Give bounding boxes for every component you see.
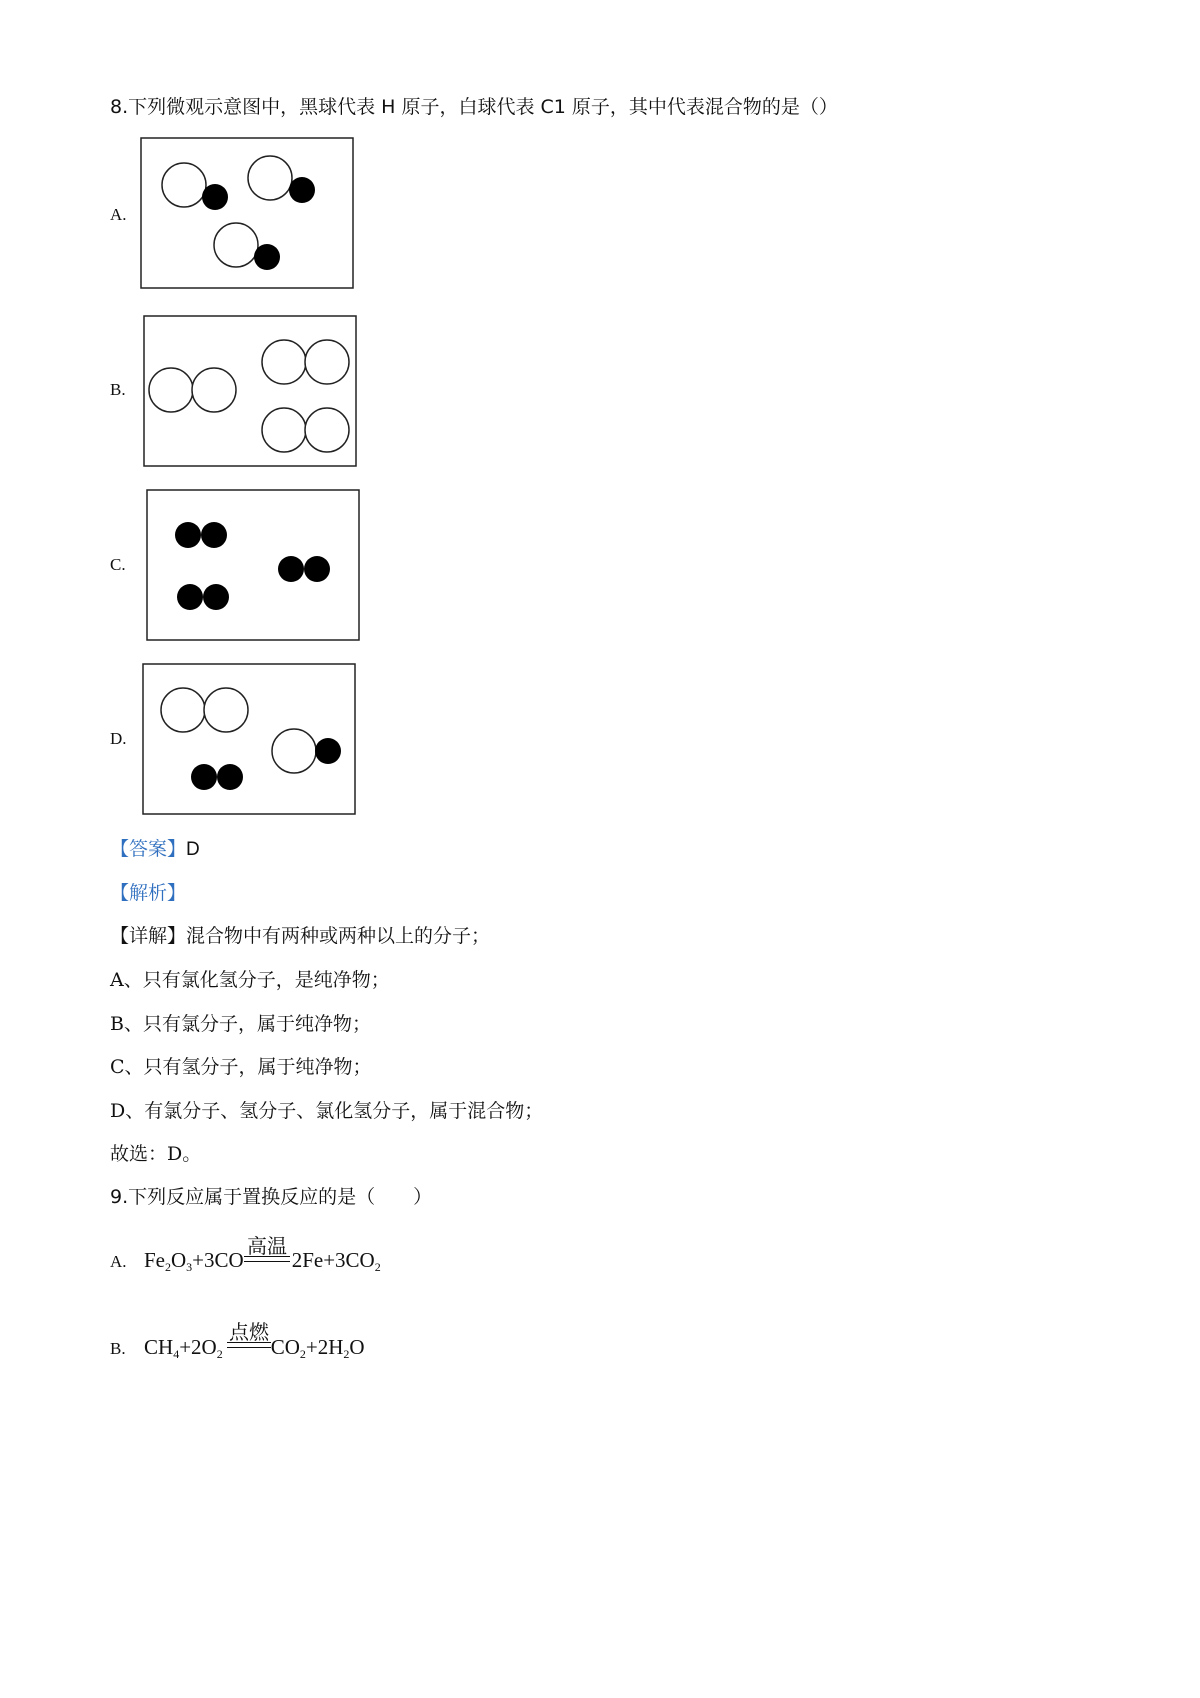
detail-line-a: A、只有氯化氢分子，是纯净物； (110, 969, 390, 991)
detail-line (110, 923, 490, 949)
detail-conclusion: 故选：D。 (110, 1143, 202, 1165)
condition-a: 高温 (247, 1234, 287, 1258)
option-d-letter: D. (110, 729, 127, 748)
analysis-label: 【解析】 (110, 882, 187, 904)
detail-line-c: C、只有氢分子，属于纯净物； (110, 1056, 372, 1078)
option-c-diagram (146, 489, 360, 641)
option-a-diagram (140, 137, 354, 289)
answer-value: D (186, 839, 200, 860)
condition-b: 点燃 (229, 1320, 269, 1344)
answer-line (110, 836, 200, 863)
detail-line-d: D、有氯分子、氢分子、氯化氢分子，属于混合物； (110, 1100, 544, 1122)
detail-text: 混合物中有两种或两种以上的分子； (186, 925, 491, 947)
equation-a: A. $Fe_2O_3+3CO$ $2Fe+3CO_2$ (110, 1248, 381, 1274)
question-9-stem: 9.下列反应属于置换反应的是（ ） (110, 1186, 433, 1208)
option-b-diagram (143, 315, 357, 467)
option-d-diagram (142, 663, 356, 815)
option-c-letter: C. (110, 555, 126, 574)
answer-label: 【答案】 (110, 838, 187, 860)
detail-label: 【详解】 (110, 925, 187, 947)
detail-line-b: B、只有氯分子，属于纯净物； (110, 1013, 371, 1035)
question-8-stem: 8.下列微观示意图中，黑球代表 H 原子，白球代表 C1 原子，其中代表混合物的是（） (110, 96, 838, 118)
equation-b: B. $CH_4+2O_2$ $CO_2+2H_2O$ (110, 1335, 365, 1361)
option-a-letter: A. (110, 205, 127, 224)
option-b-letter: B. (110, 380, 126, 399)
